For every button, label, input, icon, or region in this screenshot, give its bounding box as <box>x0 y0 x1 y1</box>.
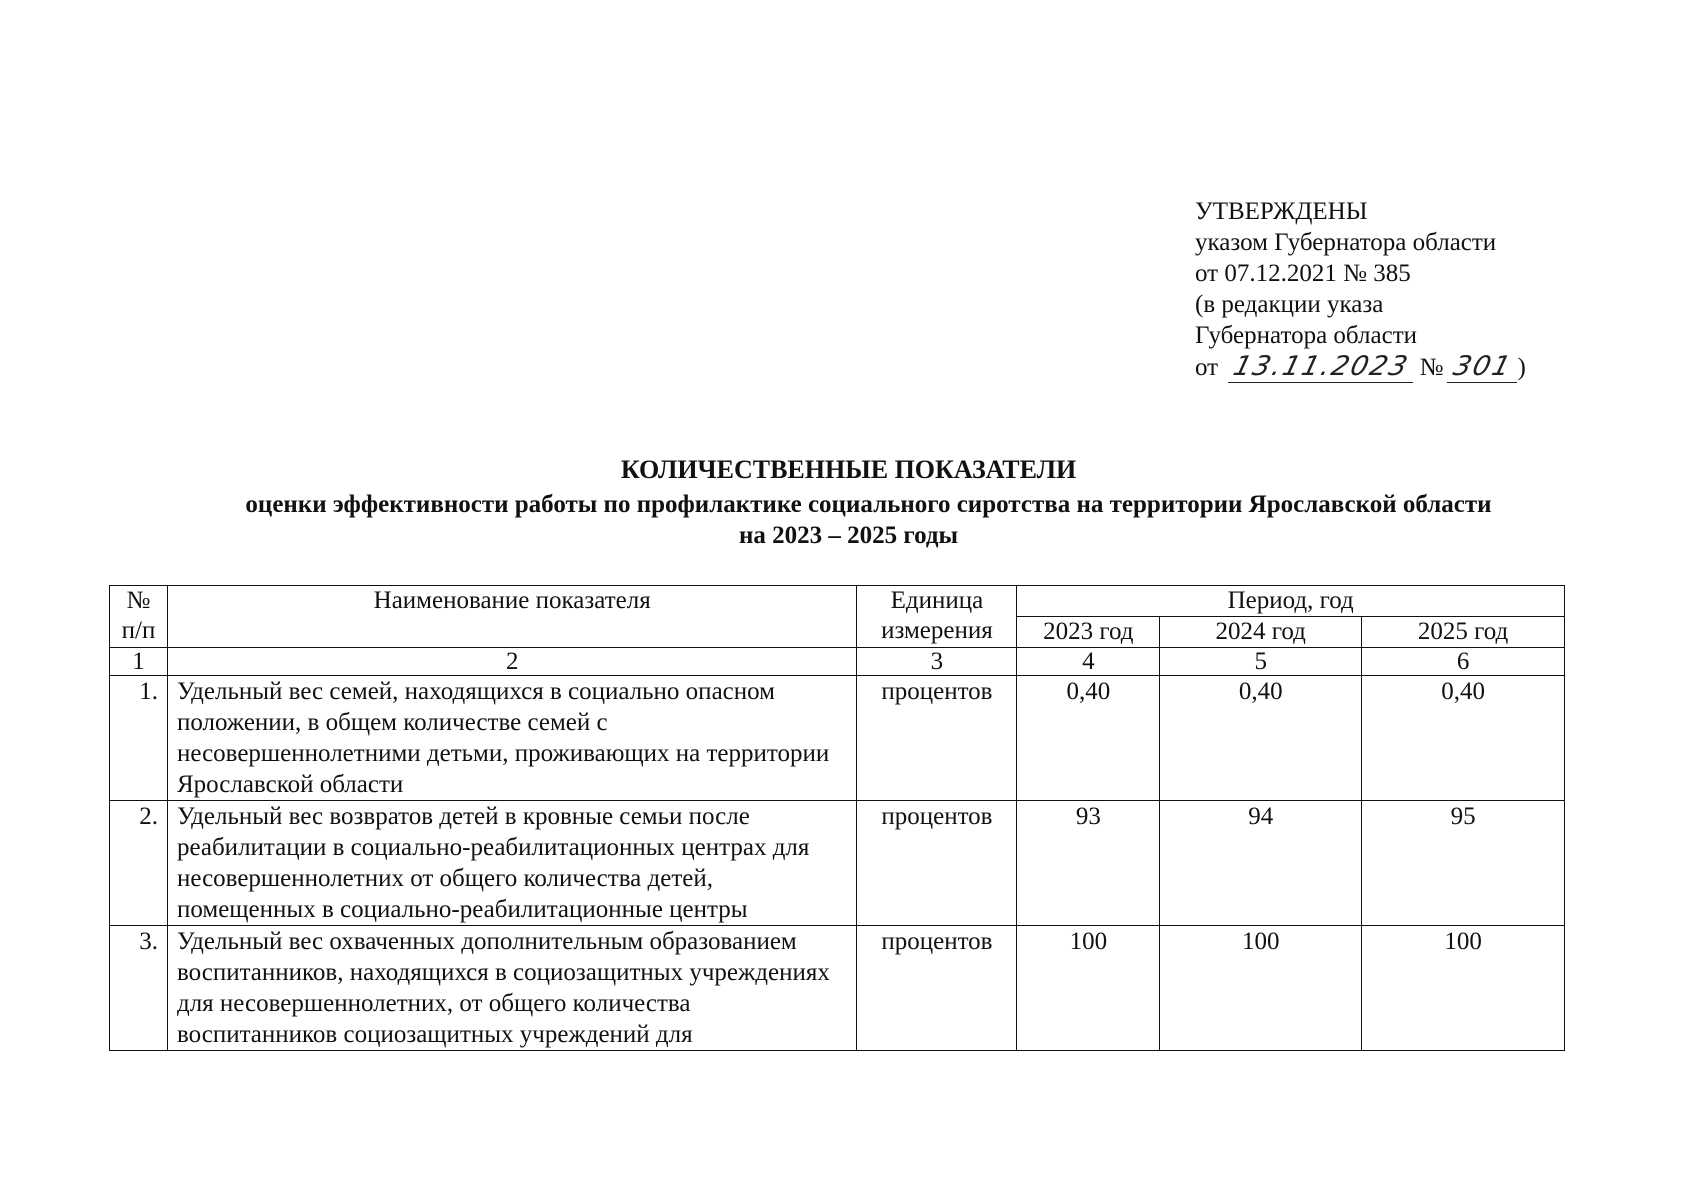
header-number: № п/п <box>110 586 168 648</box>
column-number: 3 <box>857 648 1017 676</box>
indicators-table <box>109 585 1565 1051</box>
header-period: Период, год <box>1017 586 1565 617</box>
approval-block <box>1195 196 1526 383</box>
column-number: 6 <box>1362 648 1565 676</box>
document-title: КОЛИЧЕСТВЕННЫЕ ПОКАЗАТЕЛИ <box>620 455 1077 484</box>
closing-paren: ) <box>1517 354 1526 381</box>
table-row <box>110 926 1565 1051</box>
value-2023: 93 <box>1017 801 1160 926</box>
indicator-unit: процентов <box>857 926 1017 1051</box>
indicator-unit: процентов <box>857 801 1017 926</box>
column-number: 2 <box>167 648 856 676</box>
header-year-2023: 2023 год <box>1017 617 1160 648</box>
handwritten-number: 301 <box>1447 351 1517 383</box>
column-number: 1 <box>110 648 168 676</box>
value-2024: 94 <box>1160 801 1362 926</box>
value-2025: 0,40 <box>1362 676 1565 801</box>
approval-decree-line: указом Губернатора области <box>1195 229 1497 256</box>
approval-date-line: от 07.12.2021 № 385 <box>1195 260 1411 287</box>
header-name: Наименование показателя <box>167 586 856 648</box>
header-unit: Единица измерения <box>857 586 1017 648</box>
indicator-name: Удельный вес возвратов детей в кровные семьи после реабилитации в социально-реабилитационных центрах для несовершеннолетних от общего количества детей, помещенных в социально-реабилитационные центры <box>167 801 856 926</box>
approval-governor-line: Губернатора области <box>1195 322 1417 349</box>
value-2023: 0,40 <box>1017 676 1160 801</box>
indicator-name: Удельный вес семей, находящихся в социально опасном положении, в общем количестве семей с несовершеннолетними детьми, проживающих на территории Ярославской области <box>167 676 856 801</box>
row-number: 1. <box>110 676 168 801</box>
approval-amendment-line <box>1195 351 1526 383</box>
column-number: 4 <box>1017 648 1160 676</box>
header-year-2025: 2025 год <box>1362 617 1565 648</box>
number-sign: № <box>1419 354 1444 381</box>
table-row <box>110 801 1565 926</box>
approval-edition-line: (в редакции указа <box>1195 291 1384 318</box>
value-2025: 100 <box>1362 926 1565 1051</box>
document-period: на 2023 – 2025 годы <box>738 522 959 549</box>
value-2025: 95 <box>1362 801 1565 926</box>
table-header-row <box>110 586 1565 617</box>
row-number: 2. <box>110 801 168 926</box>
column-numbers-row <box>110 648 1565 676</box>
header-year-2024: 2024 год <box>1160 617 1362 648</box>
value-2023: 100 <box>1017 926 1160 1051</box>
handwritten-date: 13.11.2023 <box>1229 351 1413 382</box>
value-2024: 0,40 <box>1160 676 1362 801</box>
value-2024: 100 <box>1160 926 1362 1051</box>
indicator-name: Удельный вес охваченных дополнительным образованием воспитанников, находящихся в социозащитных учреждениях для несовершеннолетних, от общего количества воспитанников социозащитных учреждений для <box>167 926 856 1051</box>
table-row <box>110 676 1565 801</box>
indicator-unit: процентов <box>857 676 1017 801</box>
row-number: 3. <box>110 926 168 1051</box>
column-number: 5 <box>1160 648 1362 676</box>
amendment-from-prefix: от <box>1195 354 1219 381</box>
document-subtitle: оценки эффективности работы по профилактике социального сиротства на территории Ярославской области <box>245 491 1492 518</box>
approval-title: УТВЕРЖДЕНЫ <box>1195 198 1368 225</box>
